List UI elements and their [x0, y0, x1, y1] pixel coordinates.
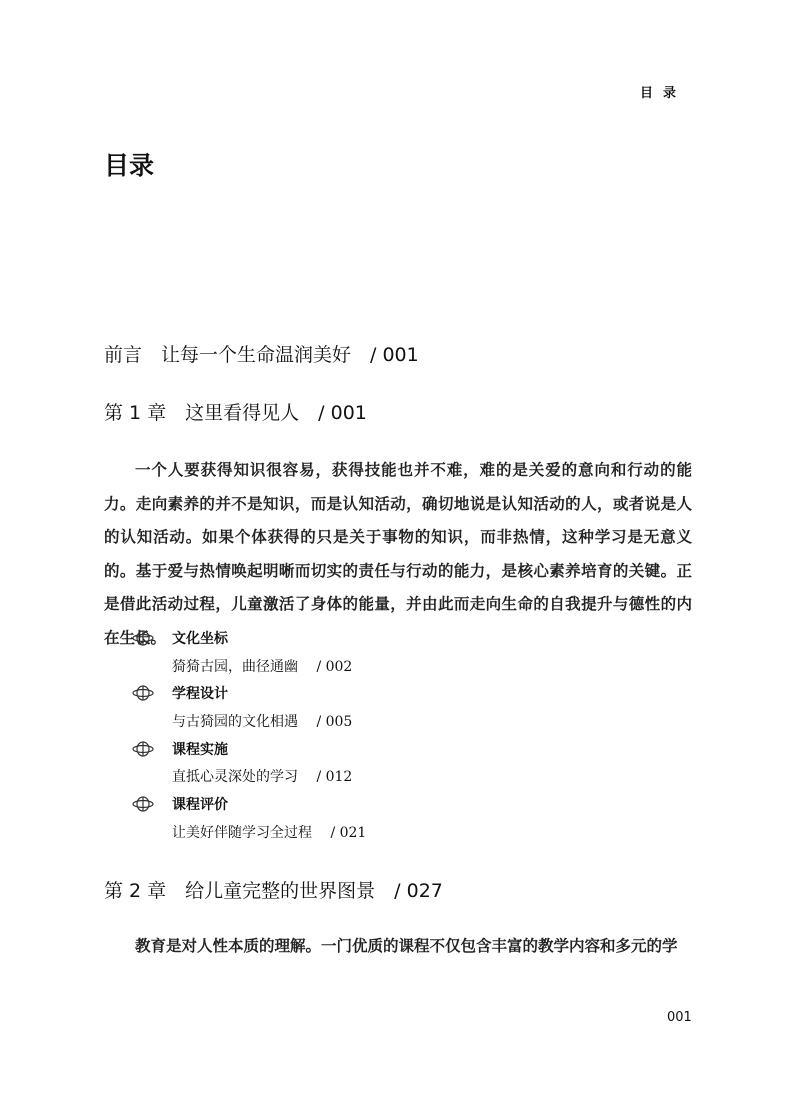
section-heading	[132, 624, 366, 652]
toc-entry-preface[interactable]: 前言 让每一个生命温润美好 / 001	[104, 344, 419, 366]
section-heading	[132, 790, 366, 818]
section-label: 文化坐标	[172, 630, 228, 647]
page-title: 目录	[104, 151, 155, 180]
toc-entry-section[interactable]: 让美好伴随学习全过程 / 021	[172, 824, 367, 841]
page-number: 001	[667, 1010, 692, 1025]
section-heading	[132, 679, 366, 707]
toc-entry-chapter-2[interactable]: 第 2 章 给儿童完整的世界图景 / 027	[104, 880, 443, 902]
chapter-2-summary: 教育是对人性本质的理解。一门优质的课程不仅包含丰富的教学内容和多元的学	[135, 936, 678, 955]
section-label: 课程评价	[172, 796, 228, 813]
section-heading	[132, 735, 366, 763]
toc-entry-chapter-1[interactable]: 第 1 章 这里看得见人 / 001	[104, 402, 367, 424]
chapter-1-sections	[132, 624, 366, 846]
chapter-1-summary: 一个人要获得知识很容易，获得技能也并不难，难的是关爱的意向和行动的能力。走向素养的并不是知识，而是认知活动，确切地说是认知活动的人，或者说是人的认知活动。如果个体获得的只是关于事物的知识，而非热情，这种学习是无意义的。基于爱与热情唤起明晰而切实的责任与行动的能力，是核心素养培育的关键。正是借此活动过程，儿童激活了身体的能量，并由此而走向生命的自我提升与德性的内在生长。	[104, 460, 692, 647]
section-bullet-icon	[132, 741, 154, 757]
toc-entry-section[interactable]: 猗猗古园，曲径通幽 / 002	[172, 658, 353, 675]
toc-entry-section[interactable]: 与古猗园的文化相遇 / 005	[172, 713, 353, 730]
section-bullet-icon	[132, 685, 154, 701]
section-label: 课程实施	[172, 741, 228, 758]
section-bullet-icon	[132, 796, 154, 812]
toc-entry-section[interactable]: 直抵心灵深处的学习 / 012	[172, 769, 353, 786]
section-bullet-icon	[132, 630, 154, 646]
running-header: 目录	[640, 86, 687, 101]
section-label: 学程设计	[172, 686, 228, 703]
